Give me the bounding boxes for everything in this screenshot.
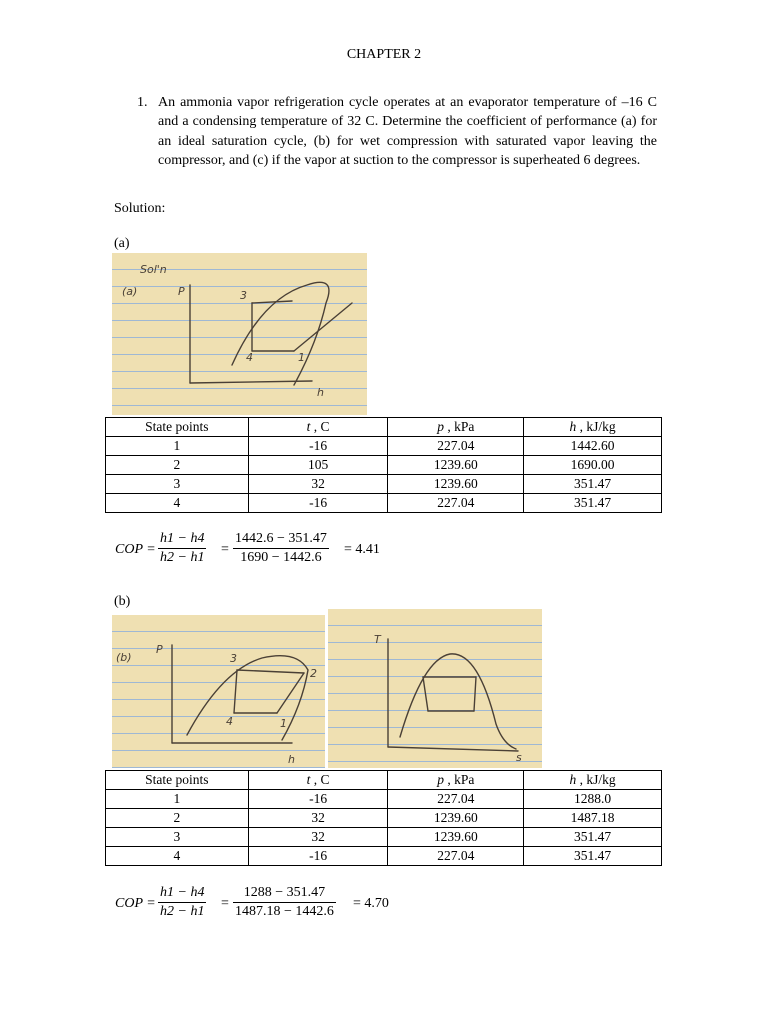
sketch-a-ph-diagram: [112, 253, 367, 415]
table-cell: 1: [106, 437, 249, 456]
table-cell: 1: [106, 790, 249, 809]
table-cell: 1239.60: [388, 475, 524, 494]
cop-numeric-fraction: [233, 530, 329, 567]
sketch-a-point-3: 3: [240, 289, 247, 302]
cop-symbolic-fraction: [158, 530, 206, 567]
cop-label: COP =: [115, 542, 156, 557]
cop-symbolic-fraction: [158, 884, 206, 921]
cop-numerator-symbolic: h1 − h4: [160, 531, 205, 546]
sketch-b-ts-axis-x: s: [516, 751, 522, 764]
table-cell: 1487.18: [524, 809, 662, 828]
part-a-label: (a): [114, 236, 130, 251]
table-header: h , kJ/kg: [524, 771, 662, 790]
sketch-a-drawing: [112, 253, 367, 415]
state-table-a: [105, 417, 662, 513]
equals-sign: =: [221, 896, 229, 911]
sketch-b-point-1: 1: [280, 717, 287, 730]
table-cell: 351.47: [524, 494, 662, 513]
chapter-title: CHAPTER 2: [346, 47, 422, 62]
table-row: [106, 809, 662, 828]
table-cell: 1239.60: [388, 809, 524, 828]
table-cell: 4: [106, 494, 249, 513]
table-cell: -16: [248, 847, 388, 866]
cop-denominator-value: 1690 − 1442.6: [233, 548, 329, 567]
table-row: [106, 494, 662, 513]
sketch-a-header: Sol'n: [140, 263, 167, 276]
sketch-b-point-4: 4: [226, 715, 233, 728]
table-cell: 32: [248, 809, 388, 828]
problem-number: 1.: [137, 95, 148, 110]
cop-numerator-value: 1442.6 − 351.47: [235, 531, 327, 546]
table-header: t , C: [248, 771, 388, 790]
table-cell: 2: [106, 809, 249, 828]
table-cell: 351.47: [524, 475, 662, 494]
table-header: p , kPa: [388, 418, 524, 437]
table-cell: -16: [248, 494, 388, 513]
equals-sign: =: [221, 542, 229, 557]
sketch-b-point-2: 2: [310, 667, 317, 680]
state-table-b: [105, 770, 662, 866]
sketch-b-ts-drawing: [328, 609, 542, 768]
sketch-a-point-4: 4: [246, 351, 253, 364]
sketch-a-axis-x: h: [317, 386, 324, 399]
table-cell: 227.04: [388, 437, 524, 456]
sketch-b-ts-axis-y: T: [374, 633, 381, 646]
table-cell: 1690.00: [524, 456, 662, 475]
table-row: [106, 475, 662, 494]
table-cell: 2: [106, 456, 249, 475]
part-b-label: (b): [114, 594, 131, 609]
cop-label: COP =: [115, 896, 156, 911]
table-cell: -16: [248, 437, 388, 456]
cop-numeric-fraction: [233, 884, 336, 921]
table-row: [106, 828, 662, 847]
sketch-a-tag: (a): [122, 285, 138, 298]
table-row: [106, 790, 662, 809]
table-header: h , kJ/kg: [524, 418, 662, 437]
table-cell: 1239.60: [388, 456, 524, 475]
table-cell: 3: [106, 475, 249, 494]
cop-denominator-value: 1487.18 − 1442.6: [235, 904, 334, 919]
table-cell: 4: [106, 847, 249, 866]
problem-statement: [137, 93, 657, 171]
sketch-a-point-1: 1: [298, 351, 305, 364]
sketch-a-axis-y: P: [178, 285, 185, 298]
sketch-b-axis-x: h: [288, 753, 295, 766]
table-row: [106, 456, 662, 475]
table-cell: 32: [248, 475, 388, 494]
table-cell: 1288.0: [524, 790, 662, 809]
cop-denominator-symbolic: h2 − h1: [160, 904, 205, 919]
cop-equation-b: [115, 884, 435, 924]
table-row: [106, 437, 662, 456]
cop-denominator-symbolic: h2 − h1: [160, 550, 205, 565]
table-cell: 1442.60: [524, 437, 662, 456]
table-cell: 3: [106, 828, 249, 847]
sketch-b-axis-y: P: [156, 643, 163, 656]
cop-numerator-symbolic: h1 − h4: [160, 885, 205, 900]
table-header: State points: [106, 771, 249, 790]
table-cell: 351.47: [524, 847, 662, 866]
table-cell: 227.04: [388, 494, 524, 513]
cop-result: = 4.41: [344, 542, 380, 557]
table-header: t , C: [248, 418, 388, 437]
table-header: p , kPa: [388, 771, 524, 790]
sketch-b-point-3: 3: [230, 652, 237, 665]
table-cell: 32: [248, 828, 388, 847]
table-cell: -16: [248, 790, 388, 809]
table-cell: 1239.60: [388, 828, 524, 847]
table-cell: 105: [248, 456, 388, 475]
solution-label: Solution:: [114, 201, 166, 216]
cop-equation-a: [115, 530, 415, 570]
table-header-row: [106, 771, 662, 790]
table-header-row: [106, 418, 662, 437]
table-row: [106, 847, 662, 866]
sketch-b-tag: (b): [116, 651, 132, 664]
table-cell: 227.04: [388, 790, 524, 809]
table-cell: 227.04: [388, 847, 524, 866]
cop-result: = 4.70: [353, 896, 389, 911]
table-header: State points: [106, 418, 249, 437]
table-cell: 351.47: [524, 828, 662, 847]
sketch-b-ph-drawing: [112, 615, 325, 768]
sketch-b-ph-diagram: [112, 615, 325, 768]
problem-text: An ammonia vapor refrigeration cycle operates at an evaporator temperature of –16 C and a condensing temperature of 32 C. Determine the coefficient of performance (a) for an ideal saturation cycle, (b) for wet compression with saturated vapor leaving the compressor, and (c) if the vapor at suction to the compressor is superheated 6 degrees.: [158, 95, 657, 169]
sketch-b-ts-diagram: [328, 609, 542, 768]
cop-numerator-value: 1288 − 351.47: [243, 885, 326, 900]
